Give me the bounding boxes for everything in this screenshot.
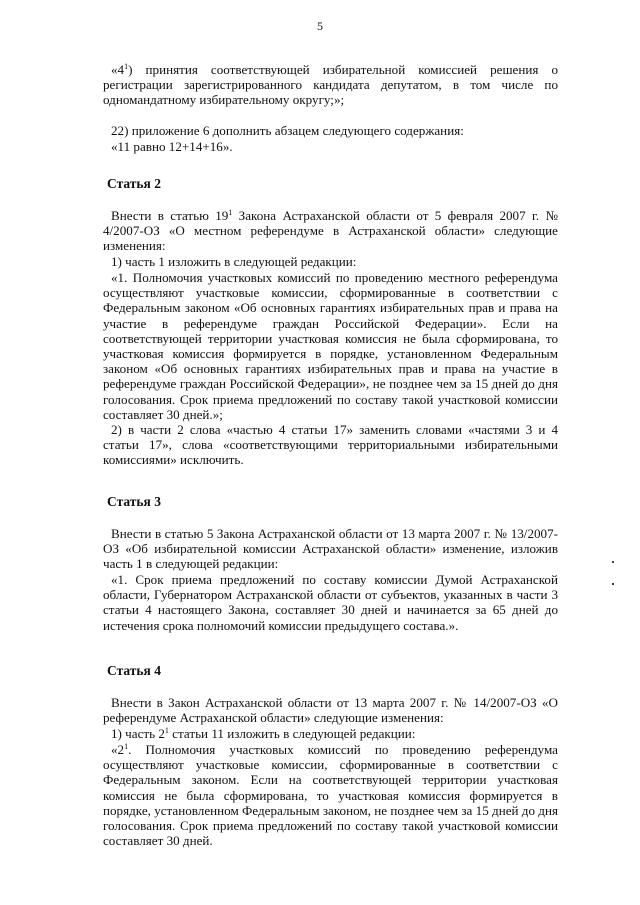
paragraph-article-4-intro: Внести в Закон Астраханской области от 13 марта 2007 г. № 14/2007-ОЗ «О референдуме Астраханской области» следующие изменения: [103, 695, 558, 726]
paragraph-formula: «11 равно 12+14+16». [111, 139, 233, 154]
paragraph-item-22: 22) приложение 6 дополнить абзацем следующего содержания: [111, 123, 464, 138]
scan-speck [612, 561, 614, 563]
page-number: 5 [317, 19, 323, 33]
scan-speck [612, 583, 614, 585]
paragraph-article-2-item-1: 1) часть 1 изложить в следующей редакции: [111, 254, 357, 269]
paragraph-article-2-intro: Внести в статью $19^1$ Закона Астраханской области от 5 февраля 2007 г. № 4/2007-ОЗ «О местном референдуме в Астраханской области» следующие изменения: [103, 208, 558, 254]
heading-article-2: Статья 2 [107, 176, 161, 191]
heading-article-4: Статья 4 [107, 663, 161, 678]
paragraph-amendment-4-1: «$4^1$) принятия соответствующей избирательной комиссией решения о регистрации зарегистрированного кандидата депутатом, в том числе по одномандатному избирательному округу;»; [103, 62, 558, 108]
paragraph-article-2-item-2: 2) в части 2 слова «частью 4 статьи 17» заменить словами «частями 3 и 4 статьи 17», слова «соответствующими территориальными избирательными комиссиями» исключить. [103, 422, 558, 468]
paragraph-article-2-quote: «1. Полномочия участковых комиссий по проведению местного референдума осуществляют участковые комиссии, сформированные в соответствии с Федеральным законом «Об основных гарантиях избирательных прав и права на участие в референдуме граждан Российской Федерации». Если на соответствующей территории участковая комиссия не была сформирована, то участковая комиссия формируется в порядке, установленном Федеральным законом «Об основных гарантиях избирательных прав и права на участие в референдуме граждан Российской Федерации», не позднее чем за 15 дней до дня голосования. Срок приема предложений по составу такой участковой комиссии составляет 30 дней.»; [103, 270, 558, 422]
heading-article-3: Статья 3 [107, 494, 161, 509]
paragraph-article-3-quote: «1. Срок приема предложений по составу комиссии Думой Астраханской области, Губернатором Астраханской области от субъектов, указанных в части 3 статьи 4 настоящего Закона, составляет 30 дней и начинается за 65 дней до истечения срока полномочий комиссии предыдущего состава.». [103, 572, 558, 633]
paragraph-article-4-quote: «$2^1$. Полномочия участковых комиссий по проведению референдума осуществляют участковые комиссии, сформированные в соответствии с Федеральным законом. Если на соответствующей территории участковая комиссия не была сформирована, то участковая комиссия формируется в порядке, установленном Федеральным законом, не позднее чем за 15 дней до дня голосования. Срок приема предложений по составу такой участковой комиссии составляет 30 дней. [103, 742, 558, 849]
paragraph-article-3-intro: Внести в статью 5 Закона Астраханской области от 13 марта 2007 г. № 13/2007-ОЗ «Об избирательной комиссии Астраханской области» изменение, изложив часть 1 в следующей редакции: [103, 526, 558, 572]
paragraph-article-4-item-1: 1) часть $2^1$ статьи 11 изложить в следующей редакции: [111, 726, 416, 741]
